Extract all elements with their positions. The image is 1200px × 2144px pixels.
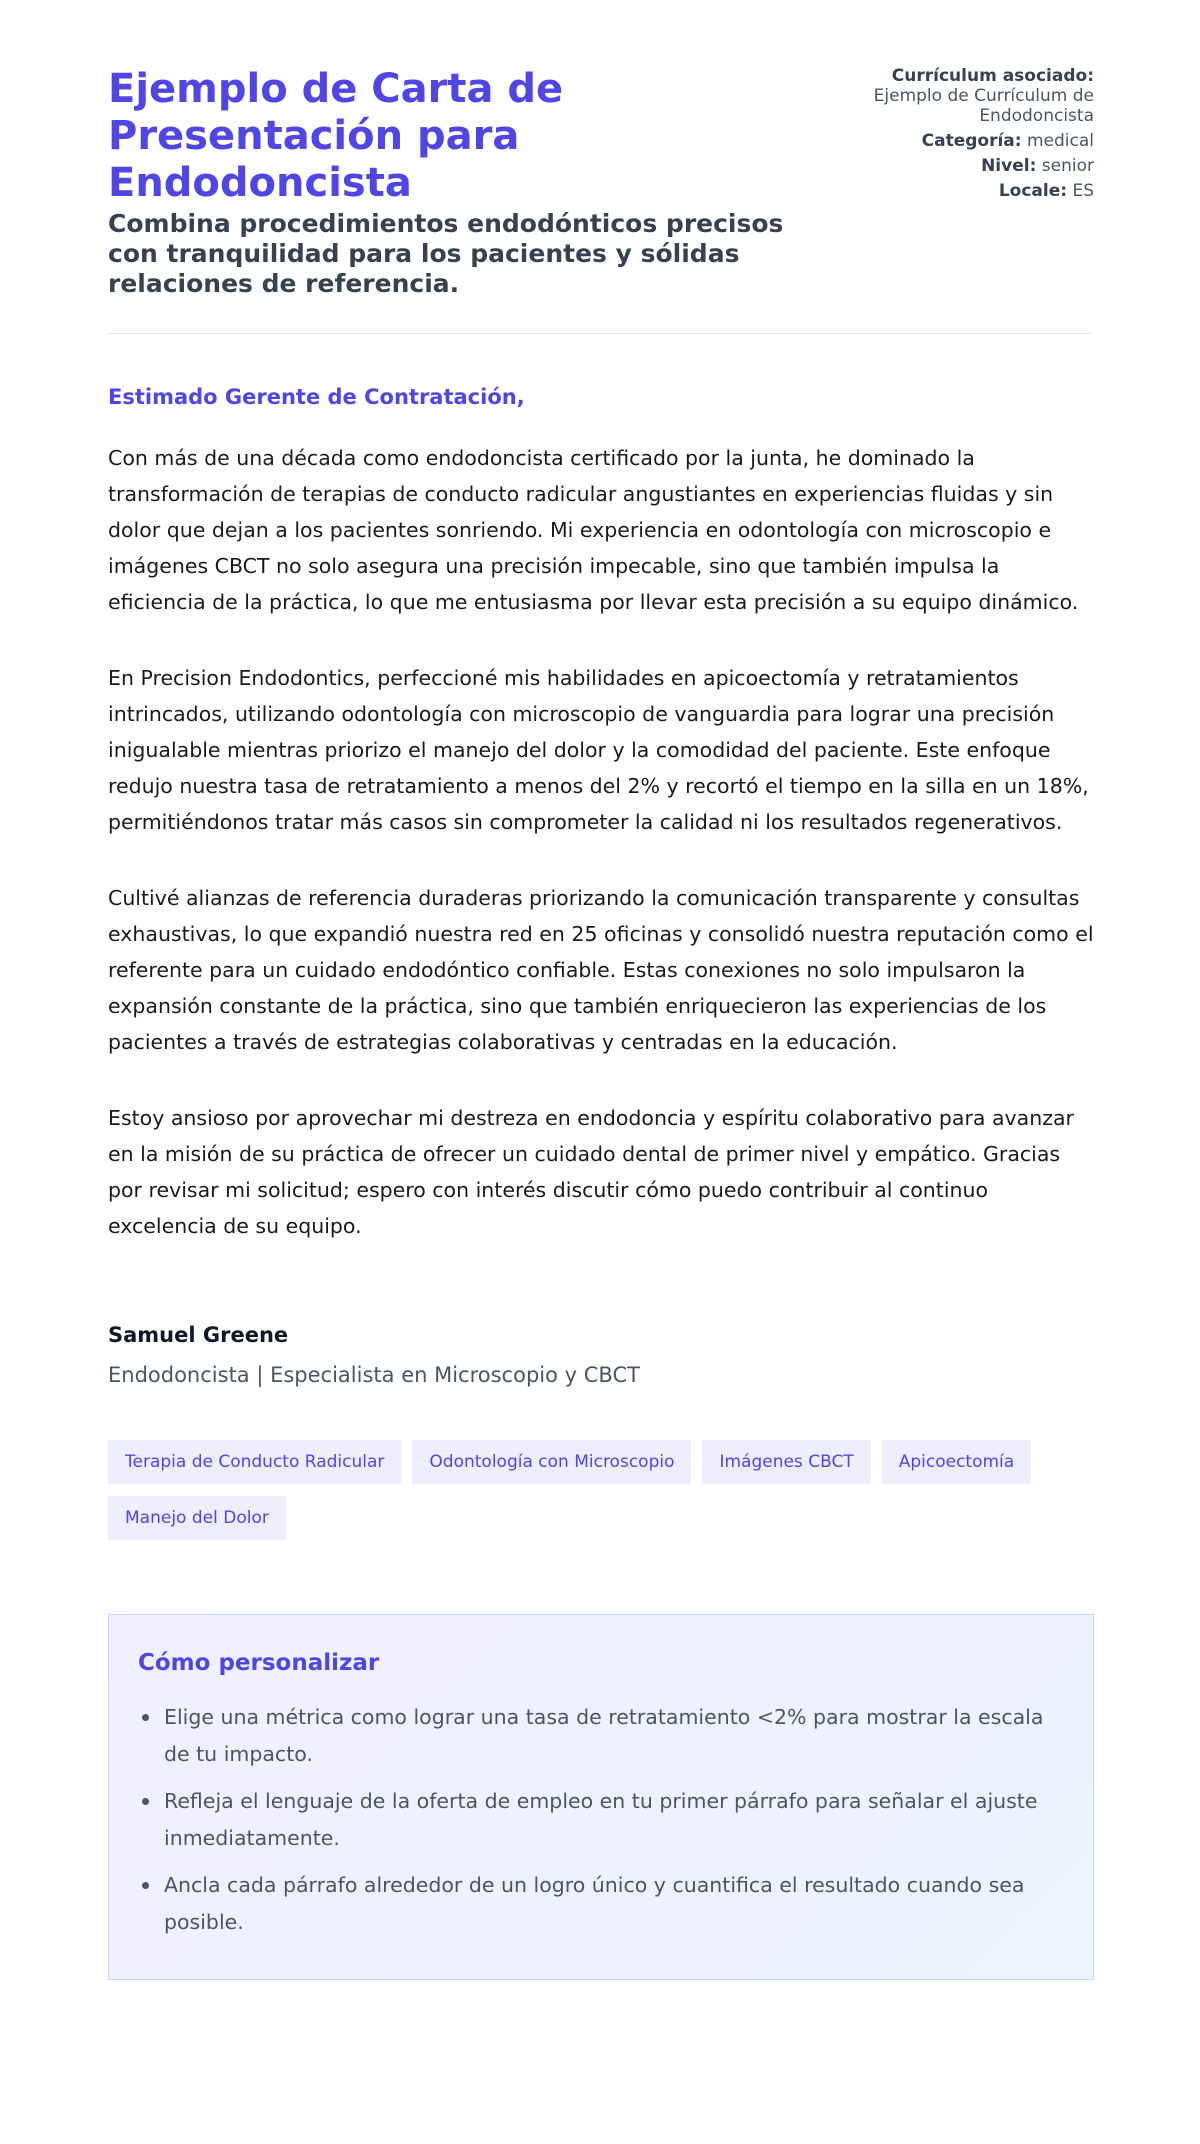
meta-locale-label: Locale: bbox=[998, 181, 1068, 201]
tips-title: Cómo personalizar bbox=[138, 1650, 380, 1676]
meta-level bbox=[834, 156, 1094, 176]
tip-item: Elige una métrica como lograr una tasa de retratamiento <2% para mostrar la escala de tu impacto. bbox=[164, 1699, 1064, 1773]
tip-item: Ancla cada párrafo alrededor de un logro único y cuantifica el resultado cuando sea posible. bbox=[164, 1867, 1064, 1941]
letter-paragraph-1: Con más de una década como endodoncista certificado por la junta, he dominado la transformación de terapias de conducto radicular angustiantes en experiencias fluidas y sin dolor que dejan a los pacientes sonriendo. Mi experiencia en odontología con microscopio e imágenes CBCT no solo asegura una precisión impecable, sino que también impulsa la eficiencia de la práctica, lo que me entusiasma por llevar esta precisión a su equipo dinámico. bbox=[108, 446, 1079, 614]
letter-paragraph-3: Cultivé alianzas de referencia duraderas priorizando la comunicación transparente y consultas exhaustivas, lo que expandió nuestra red en 25 oficinas y consolidó nuestra reputación como el referente para un cuidado endodóntico confiable. Estas conexiones no solo impulsaron la expansión constante de la práctica, sino que también enriquecieron las experiencias de los pacientes a través de estrategias colaborativas y centradas en la educación. bbox=[108, 886, 1094, 1054]
meta-resume bbox=[834, 66, 1094, 126]
meta-category-label: Categoría: bbox=[921, 131, 1022, 151]
tip-item: Refleja el lenguaje de la oferta de empleo en tu primer párrafo para señalar el ajuste inmediatamente. bbox=[164, 1783, 1064, 1857]
meta-panel bbox=[834, 66, 1094, 206]
skill-tag: Imágenes CBCT bbox=[702, 1440, 870, 1484]
cover-letter-page bbox=[108, 0, 1094, 1980]
header-left bbox=[108, 66, 828, 299]
skill-tag: Odontología con Microscopio bbox=[412, 1440, 691, 1484]
meta-category bbox=[834, 131, 1094, 151]
signature-role: Endodoncista | Especialista en Microscopio y CBCT bbox=[108, 1363, 640, 1387]
meta-locale bbox=[834, 181, 1094, 201]
letter-paragraph-2: En Precision Endodontics, perfeccioné mis habilidades en apicoectomía y retratamientos intrincados, utilizando odontología con microscopio de vanguardia para lograr una precisión inigualable mientras priorizo el manejo del dolor y la comodidad del paciente. Este enfoque redujo nuestra tasa de retratamiento a menos del 2% y recortó el tiempo en la silla en un 18%, permitiéndonos tratar más casos sin comprometer la calidad ni los resultados regenerativos. bbox=[108, 666, 1089, 834]
page-subtitle: Combina procedimientos endodónticos precisos con tranquilidad para los pacientes y sólidas relaciones de referencia. bbox=[108, 209, 784, 298]
meta-locale-value: ES bbox=[1072, 181, 1094, 201]
skill-tag: Manejo del Dolor bbox=[108, 1496, 286, 1540]
page-title: Ejemplo de Carta de Presentación para Endodoncista bbox=[108, 66, 564, 206]
meta-category-value: medical bbox=[1026, 131, 1094, 151]
letter-greeting: Estimado Gerente de Contratación, bbox=[108, 385, 525, 409]
header-divider bbox=[108, 333, 1094, 334]
customize-tips-box bbox=[108, 1614, 1094, 1980]
tips-list bbox=[138, 1699, 1064, 1941]
letter-paragraph-4: Estoy ansioso por aprovechar mi destreza en endodoncia y espíritu colaborativo para avanzar en la misión de su práctica de ofrecer un cuidado dental de primer nivel y empático. Gracias por revisar mi solicitud; espero con interés discutir cómo puedo contribuir al continuo excelencia de su equipo. bbox=[108, 1106, 1074, 1238]
meta-level-label: Nivel: bbox=[981, 156, 1037, 176]
page-header bbox=[108, 66, 1094, 299]
skill-tag: Terapia de Conducto Radicular bbox=[108, 1440, 401, 1484]
meta-level-value: senior bbox=[1041, 156, 1094, 176]
meta-resume-label: Currículum asociado: bbox=[891, 66, 1094, 86]
signature-name: Samuel Greene bbox=[108, 1323, 289, 1347]
meta-resume-value: Ejemplo de Currículum de Endodoncista bbox=[873, 86, 1094, 126]
skill-tags bbox=[108, 1440, 1094, 1540]
skill-tag: Apicoectomía bbox=[882, 1440, 1031, 1484]
